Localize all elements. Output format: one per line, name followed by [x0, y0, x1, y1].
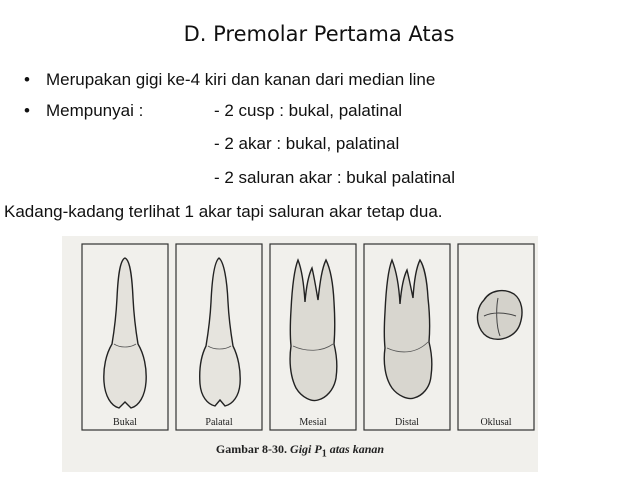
- panel-label-distal: Distal: [395, 417, 419, 428]
- detail-akar: - 2 akar : bukal, palatinal: [214, 134, 400, 153]
- caption-prefix: Gambar 8-30.: [215, 442, 291, 456]
- note-text: Kadang-kadang terlihat 1 akar tapi saluran akar tetap dua.: [4, 202, 443, 221]
- detail-cusp: - 2 cusp : bukal, palatinal: [214, 101, 403, 120]
- tooth-figure: [62, 236, 538, 472]
- slide-title: D. Premolar Pertama Atas: [183, 22, 455, 46]
- tooth-bukal-illustration: [104, 258, 146, 408]
- tooth-palatal-illustration: [200, 258, 240, 406]
- caption-italic: Gigi P: [290, 442, 322, 456]
- tooth-oklusal-illustration: [478, 291, 523, 340]
- bullet-text: Merupakan gigi ke-4 kiri dan kanan dari median line: [46, 70, 436, 89]
- panel-label-palatal: Palatal: [205, 417, 233, 428]
- detail-saluran-akar: - 2 saluran akar : bukal palatinal: [214, 168, 455, 187]
- panel-label-oklusal: Oklusal: [480, 417, 512, 428]
- caption-suffix: atas kanan: [326, 442, 385, 456]
- figure-caption: [62, 442, 538, 459]
- bullet-text: Mempunyai :: [46, 101, 144, 120]
- panel-label-mesial: Mesial: [299, 417, 327, 428]
- tooth-distal-illustration: [384, 260, 432, 399]
- panel-label-bukal: Bukal: [113, 417, 137, 428]
- caption-subscript: 1: [321, 448, 327, 460]
- tooth-figure-drawing: [62, 236, 538, 472]
- tooth-mesial-illustration: [290, 260, 337, 401]
- bullet-marker: •: [24, 70, 30, 89]
- bullet-marker: •: [24, 101, 30, 120]
